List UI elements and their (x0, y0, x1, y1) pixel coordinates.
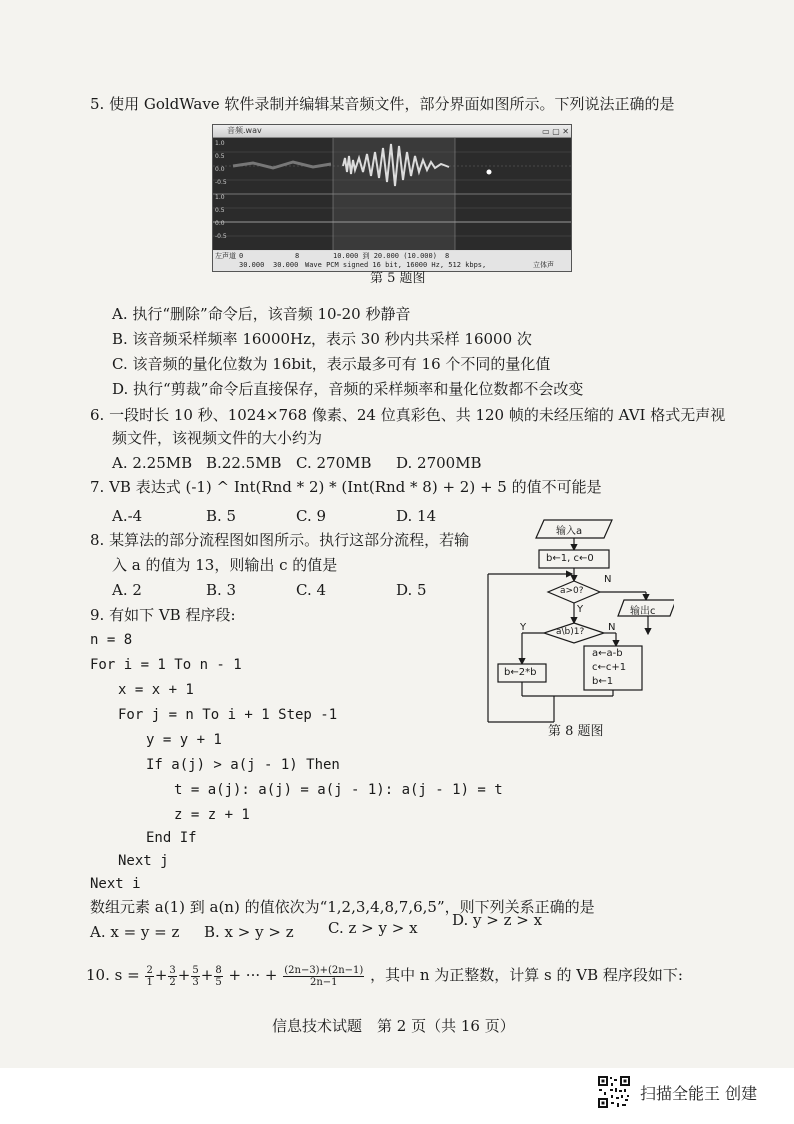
flow-right-line2: c←c+1 (592, 662, 627, 673)
q9-option-b: B. x > y > z (204, 923, 294, 941)
q6-option-b: B.22.5MB (206, 454, 282, 472)
fraction (283, 965, 364, 988)
flowchart-labels (484, 512, 674, 737)
q7-option-d: D. 14 (396, 507, 437, 525)
goldwave-screenshot (212, 124, 572, 272)
q6-stem-line2: 频文件，该视频文件的大小约为 (112, 429, 323, 447)
denominator: 3 (192, 976, 199, 988)
code-line: For j = n To i + 1 Step -1 (118, 707, 338, 723)
numerator: 8 (215, 964, 222, 976)
q8-stem-line1: 8. 某算法的部分流程图如图所示。执行这部分流程，若输 (90, 531, 470, 549)
flow-no-label: N (608, 622, 616, 633)
code-line: x = x + 1 (118, 682, 194, 698)
denominator: 2n−1 (310, 976, 338, 988)
code-line: Next j (118, 853, 169, 869)
flow-init: b←1, c←0 (546, 553, 594, 564)
numerator: 2 (146, 964, 153, 976)
fraction (145, 965, 153, 988)
axis-label: 0.0 (215, 220, 225, 227)
q6-option-c: C. 270MB (296, 454, 372, 472)
q8-option-b: B. 3 (206, 581, 237, 599)
q6-option-d: D. 2700MB (396, 454, 482, 472)
status-cell: 8 (295, 252, 300, 260)
q9-stem: 9. 有如下 VB 程序段: (90, 606, 236, 624)
code-line: End If (146, 830, 197, 846)
q5-option-b: B. 该音频采样频率 16000Hz，表示 30 秒内共采样 16000 次 (112, 330, 532, 348)
q5-option-a: A. 执行“删除”命令后，该音频 10-20 秒静音 (112, 305, 411, 323)
window-controls-icon: ▭ ▢ ✕ (542, 127, 569, 136)
q8-option-c: C. 4 (296, 581, 327, 599)
status-cell: 30.000 (239, 261, 265, 269)
flow-right-line1: a←a-b (592, 648, 623, 659)
flow-right-line3: b←1 (592, 676, 614, 687)
amplitude-axis (215, 140, 227, 240)
axis-label: -0.5 (215, 233, 227, 240)
q8-caption: 第 8 题图 (548, 724, 604, 739)
q10-suffix: ，其中 n 为正整数，计算 s 的 VB 程序段如下: (370, 966, 683, 984)
flow-yes-label: Y (520, 622, 527, 633)
q9-option-d: D. y > z > x (452, 911, 543, 929)
fraction (214, 965, 222, 988)
status-cell: 0 (239, 252, 244, 260)
q5-caption: 第 5 题图 (370, 271, 426, 286)
goldwave-window-title: 音频.wav (227, 126, 262, 135)
axis-label: 1.0 (215, 194, 225, 201)
q8-option-a: A. 2 (112, 581, 142, 599)
goldwave-statusbar (213, 251, 571, 271)
numerator: 5 (192, 964, 199, 976)
denominator: 1 (146, 976, 153, 988)
axis-label: 0.5 (215, 153, 225, 160)
q10-prefix: 10. s = (86, 966, 140, 984)
code-line: Next i (90, 876, 141, 892)
code-line: For i = 1 To n - 1 (90, 657, 242, 673)
q10-dots: + ··· + (228, 966, 278, 984)
denominator: 5 (215, 976, 222, 988)
status-cell: 立体声 (533, 261, 554, 269)
flow-output: 输出c (630, 606, 656, 617)
fraction (168, 965, 176, 988)
status-cell: 10.000 到 20.000 (10.000) (333, 252, 437, 260)
q6-option-a: A. 2.25MB (112, 454, 193, 472)
flow-cond1: a>0? (560, 586, 584, 596)
numerator: 3 (169, 964, 176, 976)
code-line: If a(j) > a(j - 1) Then (146, 757, 340, 773)
status-cell: 30.000 (273, 261, 299, 269)
numerator: (2n−3)+(2n−1) (284, 964, 364, 976)
q9-option-a: A. x = y = z (90, 923, 180, 941)
q7-option-a: A.-4 (112, 507, 143, 525)
flow-yes-label: Y (577, 604, 584, 615)
q8-option-d: D. 5 (396, 581, 427, 599)
axis-label: 1.0 (215, 140, 225, 147)
axis-label: 0.5 (215, 207, 225, 214)
flow-no-label: N (604, 574, 612, 585)
code-line: n = 8 (90, 632, 133, 648)
qr-code-icon (597, 1075, 631, 1109)
q5-option-d: D. 执行“剪裁”命令后直接保存，音频的采样频率和量化位数都不会改变 (112, 380, 584, 398)
q6-stem-line1: 6. 一段时长 10 秒、1024×768 像素、24 位真彩色、共 120 帧的未经压缩的 AVI 格式无声视 (90, 406, 726, 424)
code-line: y = y + 1 (146, 732, 222, 748)
q9-after-text: 数组元素 a(1) 到 a(n) 的值依次为“1,2,3,4,8,7,6,5”，则下列关系正确的是 (90, 898, 595, 916)
q7-option-c: C. 9 (296, 507, 327, 525)
q5-option-c: C. 该音频的量化位数为 16bit，表示最多可有 16 个不同的量化值 (112, 355, 551, 373)
flow-cond2: a\b)1? (556, 627, 585, 637)
status-cell: 左声道 (215, 252, 236, 260)
q9-option-c: C. z > y > x (328, 919, 418, 937)
q8-stem-line2: 入 a 的值为 13，则输出 c 的值是 (112, 556, 338, 574)
axis-label: 0.0 (215, 166, 225, 173)
flow-input: 输入a (556, 526, 583, 537)
scanner-watermark-text: 扫描全能王 创建 (640, 1084, 758, 1103)
q5-stem: 5. 使用 GoldWave 软件录制并编辑某音频文件，部分界面如图所示。下列说法正确的是 (90, 95, 675, 113)
page-footer: 信息技术试题 第 2 页（共 16 页） (272, 1017, 515, 1035)
axis-label: -0.5 (215, 179, 227, 186)
status-cell: Wave PCM signed 16 bit, 16000 Hz, 512 kbps, (305, 261, 487, 269)
q7-stem: 7. VB 表达式 (-1) ^ Int(Rnd * 2) * (Int(Rnd * 8) + 2) + 5 的值不可能是 (90, 478, 602, 496)
q10-formula: 10. s = $\frac{2}{1}$ + $\frac{3}{2}$ + $\frac{5}{3}$ + $\frac{8}{5}$ + ··· + $\frac{(2n-3)+(2n-1)}{2n-1}$ ，其中 n 为正整数，计算 s 的 VB 程序段如下: (86, 964, 683, 988)
fraction (191, 965, 199, 988)
denominator: 2 (169, 976, 176, 988)
goldwave-titlebar (213, 125, 571, 138)
code-line: z = z + 1 (174, 807, 250, 823)
flow-left-box: b←2*b (504, 667, 537, 678)
waveform-display (213, 138, 571, 250)
code-line: t = a(j): a(j) = a(j - 1): a(j - 1) = t (174, 782, 503, 798)
status-cell: 8 (445, 252, 450, 260)
q7-option-b: B. 5 (206, 507, 237, 525)
